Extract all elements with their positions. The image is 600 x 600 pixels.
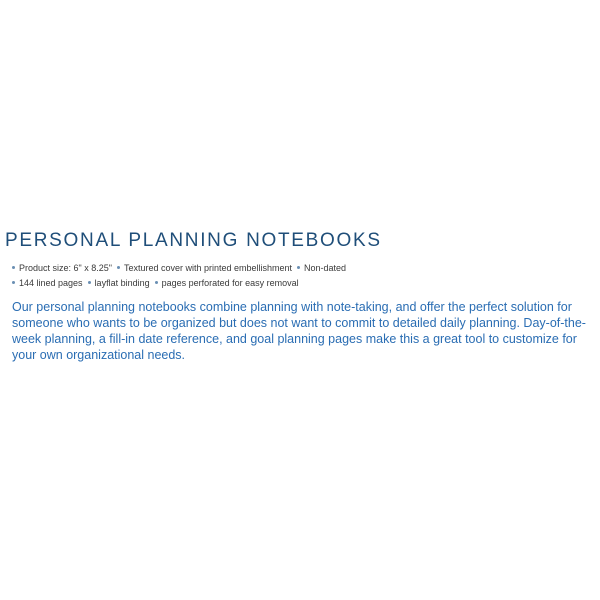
spec-line-1 — [12, 261, 592, 276]
bullet-icon — [155, 281, 158, 284]
spec-cover: Textured cover with printed embellishment — [123, 263, 293, 273]
bullet-icon — [12, 281, 15, 284]
spec-binding: layflat binding — [94, 278, 150, 288]
bullet-icon — [297, 266, 300, 269]
spec-non-dated: Non-dated — [304, 263, 347, 273]
spec-product-size: Product size: 6" x 8.25" — [19, 263, 112, 273]
spec-pages: 144 lined pages — [19, 278, 83, 288]
bullet-icon — [117, 266, 120, 269]
bullet-icon — [12, 266, 15, 269]
section-title: PERSONAL PLANNING NOTEBOOKS — [5, 230, 382, 251]
spec-perforated: pages perforated for easy removal — [161, 278, 299, 288]
spec-list — [12, 261, 592, 291]
product-description: Our personal planning notebooks combine planning with note-taking, and offer the perfect solution for someone who wants to be organized but does not want to commit to detailed daily planning. Day-of-the-week planning, a fill-in date reference, and goal planning pages make this a great tool to customize for your own organizational needs. — [12, 300, 586, 362]
bullet-icon — [88, 281, 91, 284]
spec-line-2 — [12, 276, 592, 291]
